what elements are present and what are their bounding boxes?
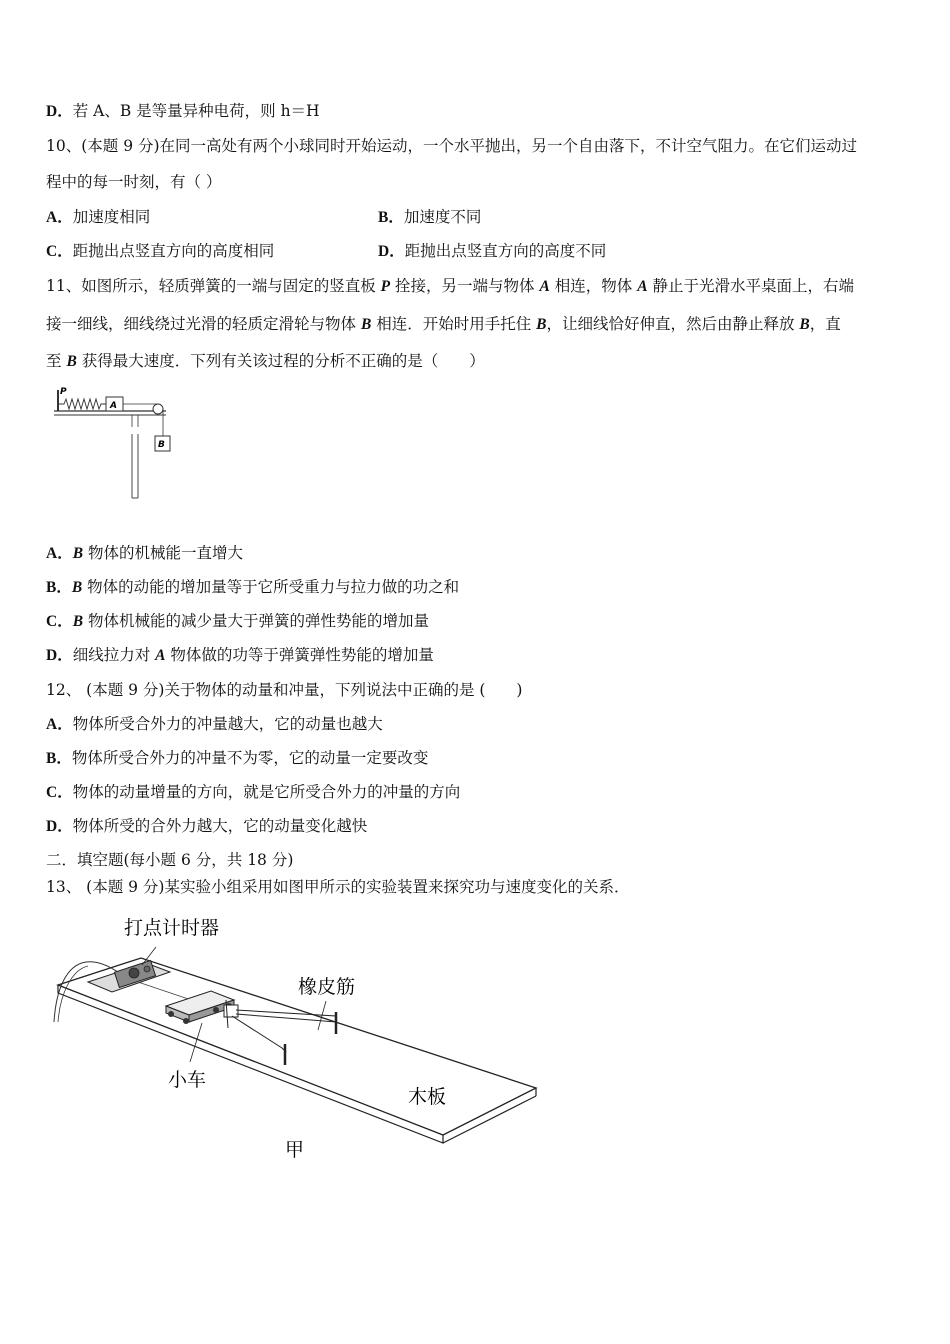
q11-option-b: B．B 物体的动能的增加量等于它所受重力与拉力做的功之和 — [46, 578, 460, 596]
pulley — [153, 404, 163, 414]
timer-label: 打点计时器 — [124, 917, 220, 939]
q10-option-c: C．距抛出点竖直方向的高度相同 — [46, 242, 275, 260]
q10-options-row1 — [46, 207, 906, 228]
q12-option-c: C．物体的动量增量的方向，就是它所受合外力的冲量的方向 — [46, 783, 461, 801]
q12-option-d: D．物体所受的合外力越大，它的动量变化越快 — [46, 817, 368, 835]
board-label: 木板 — [408, 1086, 447, 1108]
q12-stem: 12、 (本题 9 分)关于物体的动量和冲量，下列说法中正确的是 ( ) — [46, 681, 523, 699]
timer-knob — [144, 966, 150, 972]
figure-caption: 甲 — [285, 1139, 305, 1161]
q9-option-d: D．若 A、B 是等量异种电荷，则 h＝H — [46, 102, 320, 120]
q13-stem: 13、 (本题 9 分)某实验小组采用如图甲所示的实验装置来探究功与速度变化的关系． — [46, 878, 630, 896]
label-a: A — [110, 401, 117, 411]
cart-wheel-1 — [168, 1011, 174, 1017]
q12-option-a: A．物体所受合外力的冲量越大，它的动量也越大 — [46, 715, 383, 733]
q11-spring-pulley-figure — [46, 384, 181, 504]
q11-option-d: D．细线拉力对 A 物体做的功等于弹簧弹性势能的增加量 — [46, 646, 434, 664]
label-p: P — [60, 387, 67, 397]
cart-wheel-3 — [213, 1007, 219, 1013]
cart-wheel-2 — [183, 1018, 189, 1024]
q10-stem-line2: 程中的每一时刻，有（ ） — [46, 173, 222, 191]
q12-option-b: B．物体所受合外力的冲量不为零，它的动量一定要改变 — [46, 749, 429, 767]
q11-stem-line1: 11、如图所示，轻质弹簧的一端与固定的竖直板 P 拴接，另一端与物体 A 相连，物体 A 静止于光滑水平桌面上，右端 — [46, 277, 854, 295]
timer-coil — [129, 968, 139, 978]
section-heading: 二．填空题(每小题 6 分，共 18 分) — [46, 851, 294, 869]
q10-option-d: D．距抛出点竖直方向的高度不同 — [378, 242, 607, 260]
q11-option-c: C．B 物体机械能的减少量大于弹簧的弹性势能的增加量 — [46, 612, 429, 630]
q10-stem-line1: 10、(本题 9 分)在同一高处有两个小球同时开始运动，一个水平抛出，另一个自由落下，不计空气阻力。在它们运动过 — [46, 137, 858, 155]
cart-label: 小车 — [168, 1069, 207, 1091]
label-b: B — [158, 440, 165, 450]
q11-stem-line2: 接一细线，细线绕过光滑的轻质定滑轮与物体 B 相连．开始时用手托住 B，让细线恰好伸直，然后由静止释放 B，直 — [46, 315, 841, 333]
q11-option-a: A．B 物体的机械能一直增大 — [46, 544, 243, 562]
q10-option-b: B．加速度不同 — [378, 208, 482, 226]
q10-option-a: A．加速度相同 — [46, 208, 151, 226]
q11-stem-line3: 至 B 获得最大速度．下列有关该过程的分析不正确的是（ ） — [46, 352, 485, 370]
spring — [59, 399, 106, 409]
q10-options-row2 — [46, 241, 906, 262]
band-label: 橡皮筋 — [298, 976, 356, 998]
q13-apparatus-figure — [46, 910, 546, 1170]
